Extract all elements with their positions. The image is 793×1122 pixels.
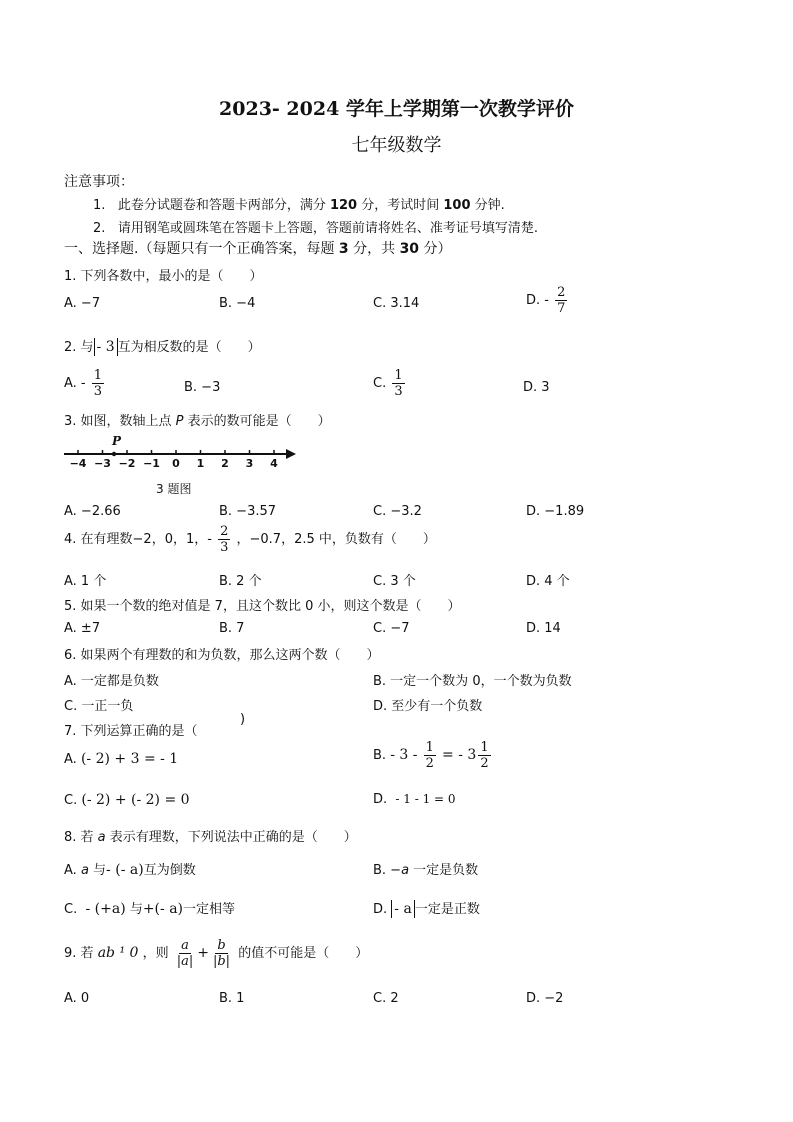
q6-option-c: C. 一正一负	[64, 699, 134, 714]
q7-option-b: B. - 3 - $\frac{1}{2}$ = - 3 $\frac{1}{2}$	[373, 740, 489, 771]
axis-tick-label: −2	[118, 457, 136, 470]
q2-option-c: C. $\frac{1}{3}$	[373, 368, 403, 399]
axis-tick-label: 0	[172, 457, 180, 470]
axis-tick-label: −4	[69, 457, 87, 470]
q8-option-d: D. - a 一定是正数	[373, 901, 480, 917]
q8-option-a: A. a 与- (- a)互为倒数	[64, 862, 196, 878]
q2-option-b: B. −3	[184, 380, 221, 395]
q1-option-a: A. −7	[64, 296, 101, 311]
q5-stem: 5. 如果一个数的绝对值是 7，且这个数比 0 小，则这个数是（ ）	[64, 599, 461, 614]
q9-option-c: C. 2	[373, 991, 399, 1006]
q6-option-b: B. 一定一个数为 0，一个数为负数	[373, 674, 572, 689]
q1-option-b: B. −4	[219, 296, 256, 311]
q2-option-d: D. 3	[523, 380, 550, 395]
q9-option-a: A. 0	[64, 991, 90, 1006]
exam-title: 2023- 2024 学年上学期第一次教学评价	[219, 98, 574, 120]
q1-option-d: D. - $\frac{2}{7}$	[526, 285, 566, 316]
axis-tick-label: 2	[221, 457, 229, 470]
axis-tick-label: 3	[245, 457, 254, 470]
fraction: $\frac{b}{|b|}$	[212, 938, 231, 969]
q9-option-b: B. 1	[219, 991, 245, 1006]
axis-tick-label: 4	[270, 457, 278, 470]
axis-tick-label: 1	[196, 457, 205, 470]
q1-option-c: C. 3.14	[373, 296, 420, 311]
q5-option-d: D. 14	[526, 621, 561, 636]
note-number: 1.	[93, 198, 106, 213]
fraction: $\frac{1}{2}$	[425, 740, 434, 771]
fraction: $\frac{a}{|a|}$	[176, 938, 194, 969]
q9-option-d: D. −2	[526, 991, 564, 1006]
exam-subtitle: 七年级数学	[351, 135, 442, 156]
absolute-value: - a	[391, 900, 415, 918]
absolute-value: - 3	[94, 338, 118, 356]
fraction: $\frac{1}{3}$	[93, 368, 103, 399]
q4-option-d: D. 4 个	[526, 574, 570, 589]
q3-option-b: B. −3.57	[219, 504, 277, 519]
q7-stem: 7. 下列运算正确的是（	[64, 724, 198, 739]
q4-option-c: C. 3 个	[373, 574, 416, 589]
q5-option-c: C. −7	[373, 621, 410, 636]
q4-option-a: A. 1 个	[64, 574, 107, 589]
q7-option-d: D. - 1 - 1 = 0	[373, 792, 456, 807]
q7-option-a: A. (- 2) + 3 = - 1	[64, 751, 179, 767]
q3-option-d: D. −1.89	[526, 504, 585, 519]
point-p-label: P	[112, 434, 122, 448]
q1-stem: 1. 下列各数中，最小的是（ ）	[64, 269, 263, 284]
q7-stem-close: )	[240, 712, 246, 727]
q7-option-c: C. (- 2) + (- 2) = 0	[64, 792, 190, 808]
q8-option-c: C. - (+a) 与+(- a)一定相等	[64, 901, 236, 917]
number-line-figure	[60, 432, 300, 472]
fraction: $\frac{2}{7}$	[557, 285, 566, 316]
q4-stem: 4. 在有理数−2，0，1，- $\frac{2}{3}$ ，−0.7，2.5 中，负数有（ ）	[64, 524, 436, 555]
q3-option-a: A. −2.66	[64, 504, 121, 519]
note-number: 2.	[93, 221, 106, 236]
note-item-2: 2. 请用钢笔或圆珠笔在答题卡上答题，答题前请将姓名、准考证号填写清楚.	[93, 221, 538, 236]
q2-stem: 2. 与 - 3 互为相反数的是（ ）	[64, 339, 261, 355]
q6-stem: 6. 如果两个有理数的和为负数，那么这两个数（ ）	[64, 648, 380, 663]
q3-option-c: C. −3.2	[373, 504, 422, 519]
axis-tick-label: −3	[94, 457, 111, 470]
fraction: $\frac{2}{3}$	[220, 524, 229, 555]
point-p-marker	[112, 452, 116, 456]
q8-option-b: B. −a 一定是负数	[373, 863, 479, 878]
fraction: $\frac{1}{3}$	[394, 368, 403, 399]
q6-option-d: D. 至少有一个负数	[373, 699, 483, 714]
note-item-1: 1. 此卷分试题卷和答题卡两部分，满分 120 分，考试时间 100 分钟.	[93, 198, 505, 213]
figure-caption: 3 题图	[156, 482, 192, 496]
q4-option-b: B. 2 个	[219, 574, 262, 589]
q8-stem: 8. 若 a 表示有理数，下列说法中正确的是（ ）	[64, 830, 357, 845]
section-heading: 一、选择题.（每题只有一个正确答案，每题 3 分，共 30 分）	[64, 241, 452, 257]
notes-heading: 注意事项：	[64, 174, 134, 190]
fraction: $\frac{1}{2}$	[480, 740, 489, 771]
q9-stem: 9. 若 ab ¹ 0 ，则 $\frac{a}{|a|}$ + $\frac{b}{|b|}$ 的值不可能是（ ）	[64, 938, 369, 969]
q5-option-b: B. 7	[219, 621, 245, 636]
axis-tick-label: −1	[143, 457, 160, 470]
q3-stem: 3. 如图，数轴上点 P 表示的数可能是（ ）	[64, 414, 331, 429]
q6-option-a: A. 一定都是负数	[64, 674, 159, 689]
axis-arrow	[286, 449, 296, 459]
q2-option-a: A. - $\frac{1}{3}$	[64, 368, 103, 399]
q5-option-a: A. ±7	[64, 621, 101, 636]
